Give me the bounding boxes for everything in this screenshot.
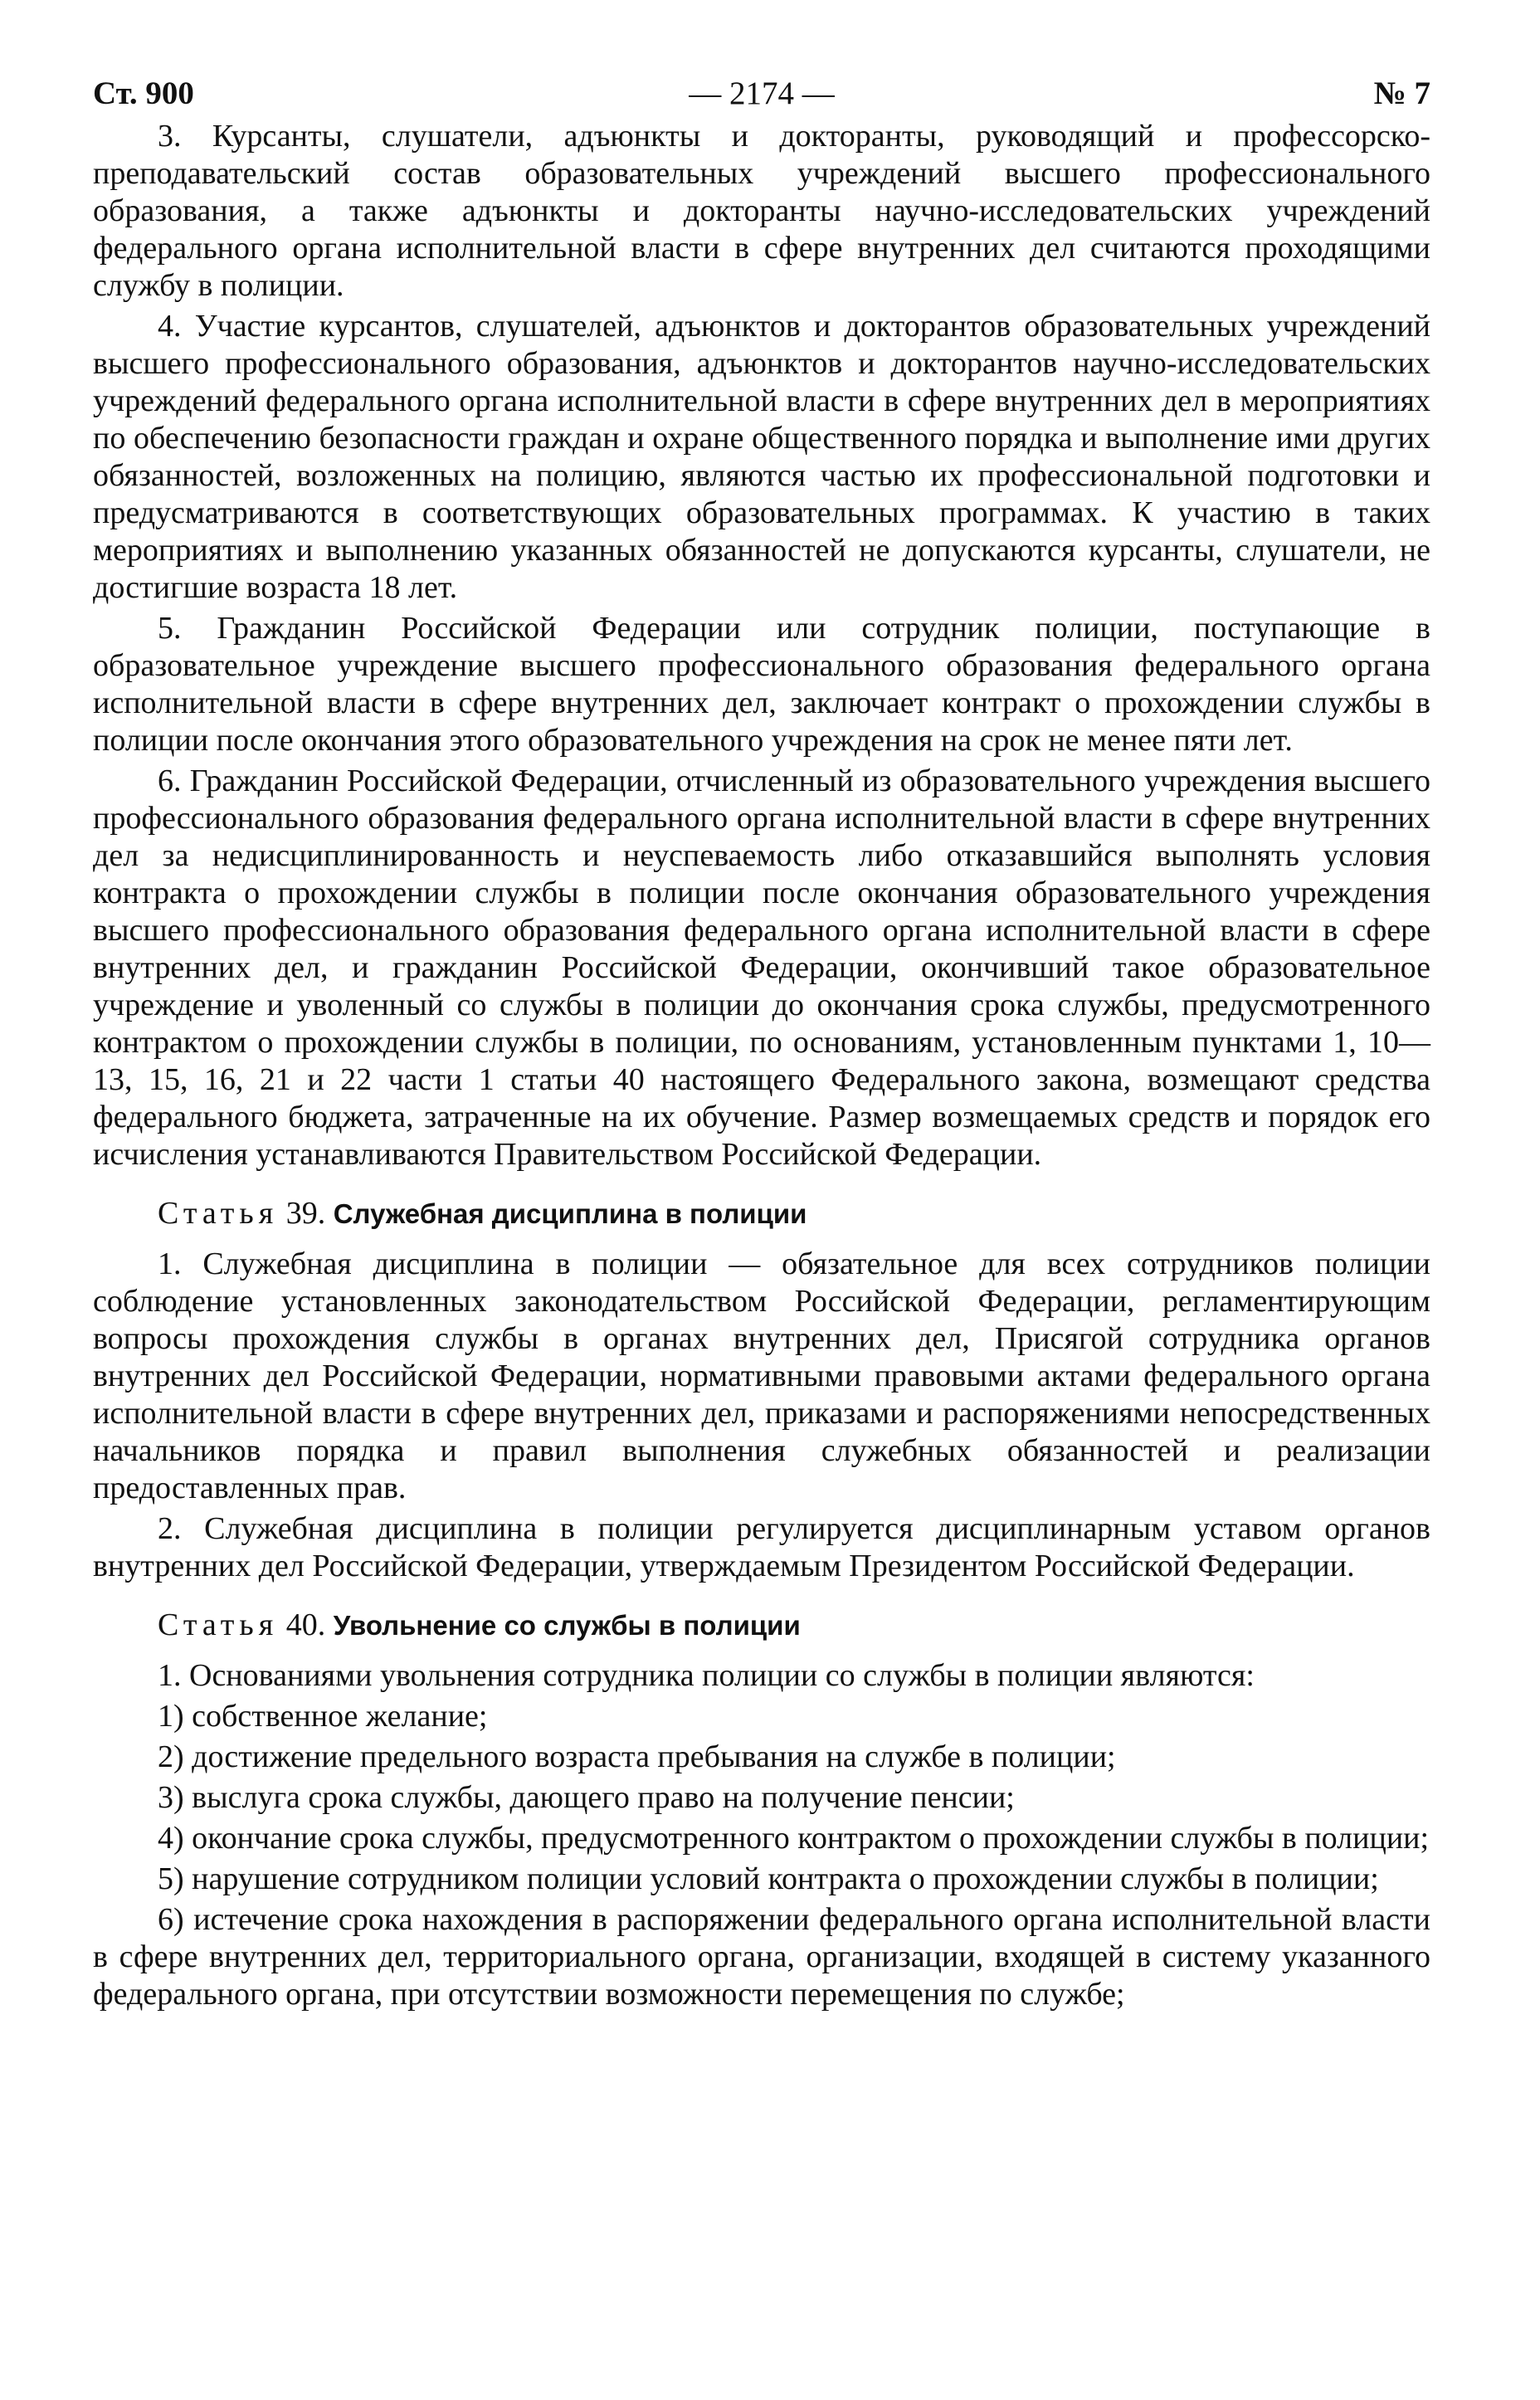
paragraph-6: 6. Гражданин Российской Федерации, отчисленный из образовательного учреждения высшего профессионального образования федерального органа исполнительной власти в сфере внутренних дел за недисциплинированность и неуспеваемость либо отказавшийся выполнять условия контракта о прохождении службы в полиции после окончания образовательного учреждения высшего профессионального образования федерального органа исполнительной власти в сфере внутренних дел, и гражданин Российской Федерации, окончивший такое образовательное учреждение и уволенный со службы в полиции до окончания срока службы, предусмотренного контрактом о прохождении службы в полиции, по основаниям, установленным пунктами 1, 10—13, 15, 16, 21 и 22 части 1 статьи 40 настоящего Федерального закона, возмещают средства федерального бюджета, затраченные на их обучение. Размер возмещаемых средств и порядок его исчисления устанавливаются Правительством Российской Федерации. bbox=[93, 763, 1430, 1172]
page-number: — 2174 — bbox=[689, 76, 835, 111]
running-header bbox=[93, 73, 1430, 115]
article-number: 39. bbox=[285, 1196, 326, 1231]
article-number: 40. bbox=[285, 1607, 326, 1642]
article-39-heading bbox=[93, 1195, 1430, 1232]
article-40-paragraph-1: 1. Основаниями увольнения сотрудника полиции со службы в полиции являются: bbox=[158, 1658, 1255, 1693]
article-label: Статья bbox=[158, 1607, 279, 1642]
issue-number: № 7 bbox=[1373, 76, 1430, 111]
list-item-6: 6) истечение срока нахождения в распоряжении федерального органа исполнительной власти в сфере внутренних дел, территориального органа, организации, входящей в систему указанного федерального органа, при отсутствии возможности перемещения по службе; bbox=[93, 1902, 1430, 2012]
article-label: Статья bbox=[158, 1196, 279, 1231]
document-body bbox=[93, 118, 1430, 2013]
paragraph-4: 4. Участие курсантов, слушателей, адъюнктов и докторантов образовательных учреждений высшего профессионального образования, адъюнктов и докторантов научно-исследовательских учреждений федерального органа исполнительной власти в сфере внутренних дел в мероприятиях по обеспечению безопасности граждан и охране общественного порядка и выполнение ими других обязанностей, возложенных на полицию, являются частью их профессиональной подготовки и предусматриваются в соответствующих образовательных программах. К участию в таких мероприятиях и выполнению указанных обязанностей не допускаются курсанты, слушатели, не достигшие возраста 18 лет. bbox=[93, 309, 1430, 605]
article-title: Служебная дисциплина в полиции bbox=[333, 1198, 807, 1229]
list-item-2: 2) достижение предельного возраста пребывания на службе в полиции; bbox=[158, 1739, 1116, 1774]
list-item-4: 4) окончание срока службы, предусмотренного контрактом о прохождении службы в полиции; bbox=[158, 1821, 1430, 1856]
list-item-3: 3) выслуга срока службы, дающего право на получение пенсии; bbox=[158, 1780, 1015, 1815]
article-reference: Ст. 900 bbox=[93, 76, 194, 111]
list-item-5: 5) нарушение сотрудником полиции условий контракта о прохождении службы в полиции; bbox=[158, 1861, 1379, 1896]
document-page bbox=[93, 73, 1430, 2017]
paragraph-3: 3. Курсанты, слушатели, адъюнкты и докторанты, руководящий и профессорско-преподавательский состав образовательных учреждений высшего профессионального образования, а также адъюнкты и докторанты научно-исследовательских учреждений федерального органа исполнительной власти в сфере внутренних дел считаются проходящими службу в полиции. bbox=[93, 119, 1430, 303]
article-title: Увольнение со службы в полиции bbox=[333, 1610, 801, 1641]
list-item-1: 1) собственное желание; bbox=[158, 1699, 488, 1734]
paragraph-5: 5. Гражданин Российской Федерации или сотрудник полиции, поступающие в образовательное учреждение высшего профессионального образования федерального органа исполнительной власти в сфере внутренних дел, заключает контракт о прохождении службы в полиции после окончания этого образовательного учреждения на срок не менее пяти лет. bbox=[93, 611, 1430, 758]
article-39-paragraph-1: 1. Служебная дисциплина в полиции — обязательное для всех сотрудников полиции соблюдение установленных законодательством Российской Федерации, регламентирующим вопросы прохождения службы в органах внутренних дел, Присягой сотрудника органов внутренних дел Российской Федерации, нормативными правовыми актами федерального органа исполнительной власти в сфере внутренних дел, приказами и распоряжениями непосредственных начальников порядка и правил выполнения служебных обязанностей и реализации предоставленных прав. bbox=[93, 1246, 1430, 1505]
article-40-heading bbox=[93, 1607, 1430, 1644]
article-39-paragraph-2: 2. Служебная дисциплина в полиции регулируется дисциплинарным уставом органов внутренних дел Российской Федерации, утверждаемым Президентом Российской Федерации. bbox=[93, 1511, 1430, 1583]
